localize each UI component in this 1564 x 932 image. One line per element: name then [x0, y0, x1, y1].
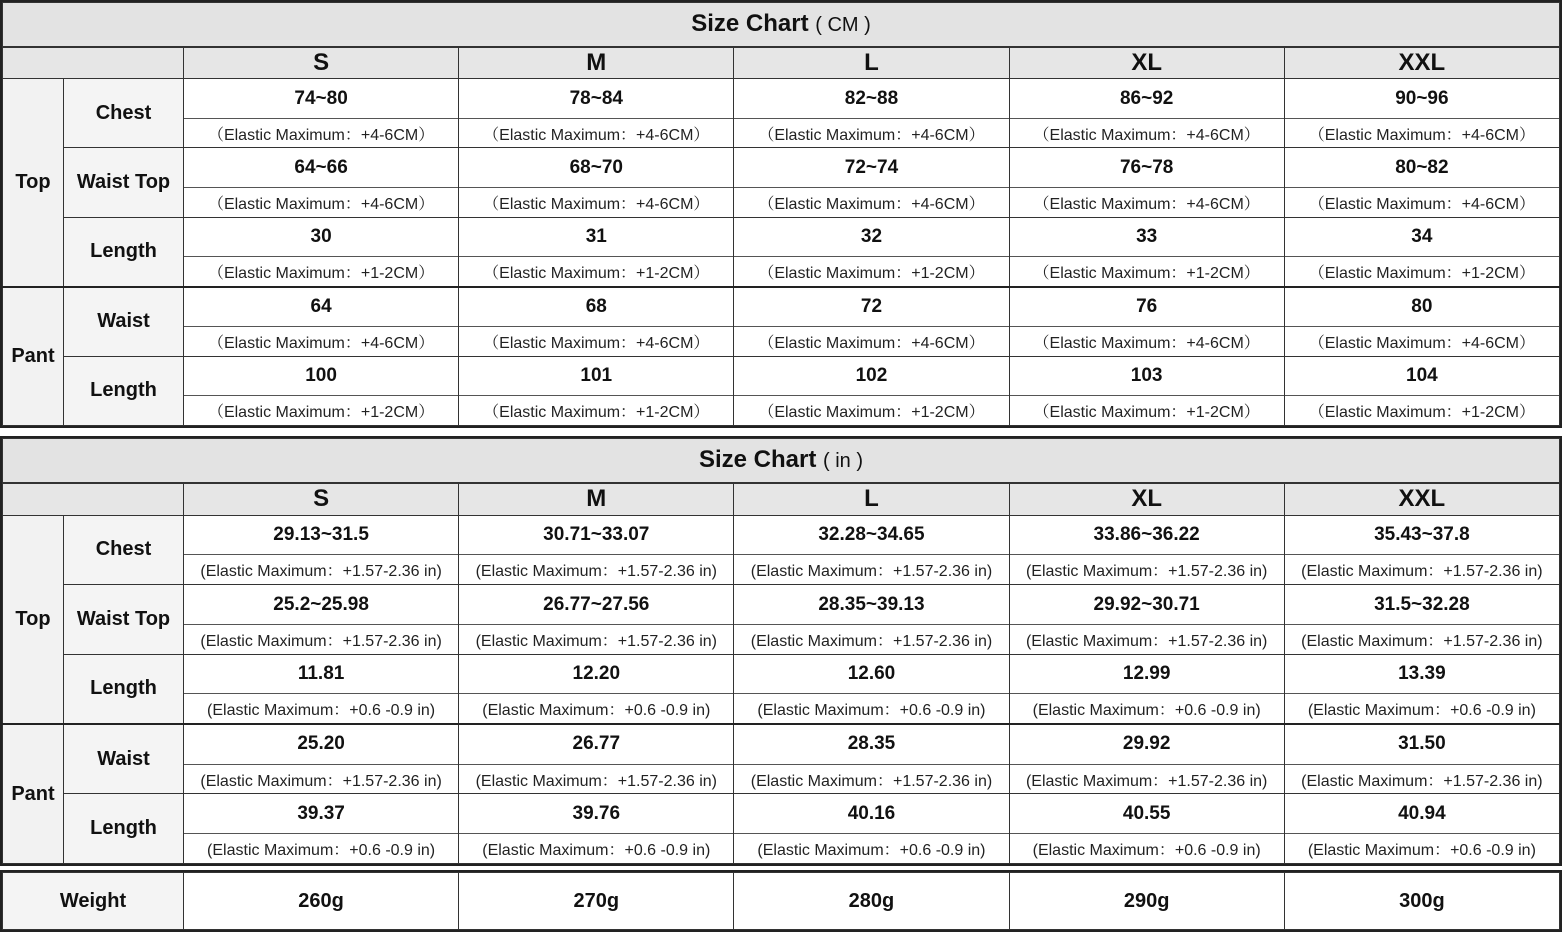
size-chart-cm: [0, 0, 1562, 428]
size-header-corner: [3, 483, 184, 515]
elastic-note: （Elastic Maximum：+4-6CM）: [184, 118, 459, 147]
chart-unit: ( in ): [823, 450, 864, 473]
group-label-top: Top: [3, 515, 64, 724]
measure-label: Waist: [64, 287, 184, 357]
weight-row: [3, 873, 1560, 930]
elastic-note-row: [3, 764, 1560, 794]
measure-value: 101: [459, 356, 734, 396]
measure-label: Waist: [64, 724, 184, 794]
size-header-row: [3, 483, 1560, 515]
size-table-in: [2, 438, 1560, 864]
measure-value: 12.99: [1009, 654, 1284, 694]
measure-value: 12.20: [459, 654, 734, 694]
measure-value-row: [3, 287, 1560, 327]
measure-value: 12.60: [734, 654, 1009, 694]
elastic-note: (Elastic Maximum：+1.57-2.36 in): [1284, 764, 1559, 794]
elastic-note: （Elastic Maximum：+1-2CM）: [734, 257, 1009, 287]
measure-value: 29.92: [1009, 724, 1284, 764]
elastic-note: （Elastic Maximum：+1-2CM）: [184, 257, 459, 287]
measure-value: 39.76: [459, 794, 734, 834]
elastic-note-row: [3, 257, 1560, 287]
measure-value: 33: [1009, 217, 1284, 257]
elastic-note-row: [3, 694, 1560, 724]
elastic-note-row: [3, 327, 1560, 356]
chart-title-row: [3, 3, 1560, 47]
measure-value-row: [3, 515, 1560, 555]
size-header-s: S: [184, 483, 459, 515]
elastic-note: (Elastic Maximum：+1.57-2.36 in): [184, 624, 459, 654]
elastic-note: （Elastic Maximum：+1-2CM）: [1009, 257, 1284, 287]
elastic-note-row: [3, 624, 1560, 654]
elastic-note: (Elastic Maximum：+1.57-2.36 in): [1009, 555, 1284, 585]
measure-value: 80~82: [1284, 148, 1559, 188]
measure-value: 100: [184, 356, 459, 396]
elastic-note: (Elastic Maximum：+1.57-2.36 in): [734, 555, 1009, 585]
measure-value: 26.77~27.56: [459, 585, 734, 625]
measure-value: 76: [1009, 287, 1284, 327]
chart-title-text: Size Chart: [698, 446, 817, 474]
elastic-note-row: [3, 555, 1560, 585]
measure-value: 103: [1009, 356, 1284, 396]
measure-value: 40.55: [1009, 794, 1284, 834]
elastic-note: (Elastic Maximum：+1.57-2.36 in): [734, 764, 1009, 794]
elastic-note: （Elastic Maximum：+4-6CM）: [459, 327, 734, 356]
measure-value-row: [3, 356, 1560, 396]
measure-value: 32: [734, 217, 1009, 257]
measure-label: Chest: [64, 515, 184, 584]
measure-label: Length: [64, 356, 184, 425]
chart-title: [3, 3, 1560, 47]
measure-value: 11.81: [184, 654, 459, 694]
measure-value-row: [3, 148, 1560, 188]
elastic-note: （Elastic Maximum：+4-6CM）: [459, 118, 734, 147]
size-header-xxl: XXL: [1284, 47, 1559, 79]
measure-value: 40.16: [734, 794, 1009, 834]
measure-value-row: [3, 794, 1560, 834]
elastic-note: (Elastic Maximum：+0.6 -0.9 in): [734, 834, 1009, 864]
elastic-note: (Elastic Maximum：+0.6 -0.9 in): [184, 834, 459, 864]
elastic-note: (Elastic Maximum：+1.57-2.36 in): [184, 555, 459, 585]
measure-value: 25.20: [184, 724, 459, 764]
size-header-m: M: [459, 47, 734, 79]
measure-label: Length: [64, 794, 184, 864]
measure-value: 39.37: [184, 794, 459, 834]
elastic-note: （Elastic Maximum：+4-6CM）: [1009, 118, 1284, 147]
measure-value: 35.43~37.8: [1284, 515, 1559, 555]
elastic-note: (Elastic Maximum：+0.6 -0.9 in): [1284, 694, 1559, 724]
measure-value: 31: [459, 217, 734, 257]
measure-value: 34: [1284, 217, 1559, 257]
measure-value-row: [3, 79, 1560, 119]
elastic-note: (Elastic Maximum：+0.6 -0.9 in): [734, 694, 1009, 724]
elastic-note: （Elastic Maximum：+1-2CM）: [459, 257, 734, 287]
measure-value: 72: [734, 287, 1009, 327]
weight-value-xxl: 300g: [1284, 873, 1559, 930]
elastic-note: (Elastic Maximum：+1.57-2.36 in): [459, 555, 734, 585]
group-label-pant: Pant: [3, 724, 64, 863]
size-header-xl: XL: [1009, 483, 1284, 515]
measure-label: Waist Top: [64, 585, 184, 654]
elastic-note: （Elastic Maximum：+1-2CM）: [734, 396, 1009, 426]
elastic-note: (Elastic Maximum：+1.57-2.36 in): [1009, 764, 1284, 794]
measure-label: Waist Top: [64, 148, 184, 217]
measure-value-row: [3, 724, 1560, 764]
weight-value-m: 270g: [459, 873, 734, 930]
elastic-note: (Elastic Maximum：+0.6 -0.9 in): [1009, 694, 1284, 724]
elastic-note: （Elastic Maximum：+4-6CM）: [459, 188, 734, 217]
measure-value: 72~74: [734, 148, 1009, 188]
measure-value: 74~80: [184, 79, 459, 119]
measure-value: 33.86~36.22: [1009, 515, 1284, 555]
measure-value: 40.94: [1284, 794, 1559, 834]
measure-value: 78~84: [459, 79, 734, 119]
weight-value-l: 280g: [734, 873, 1009, 930]
measure-value: 28.35~39.13: [734, 585, 1009, 625]
size-chart-in: [0, 436, 1562, 866]
measure-value: 32.28~34.65: [734, 515, 1009, 555]
elastic-note: （Elastic Maximum：+1-2CM）: [184, 396, 459, 426]
elastic-note: （Elastic Maximum：+1-2CM）: [1009, 396, 1284, 426]
elastic-note: （Elastic Maximum：+4-6CM）: [184, 327, 459, 356]
measure-value: 82~88: [734, 79, 1009, 119]
size-header-m: M: [459, 483, 734, 515]
weight-table: [2, 872, 1560, 930]
chart-title-text: Size Chart: [691, 10, 809, 38]
elastic-note-row: [3, 188, 1560, 217]
elastic-note: （Elastic Maximum：+4-6CM）: [1284, 188, 1559, 217]
measure-value: 68: [459, 287, 734, 327]
measure-value-row: [3, 217, 1560, 257]
elastic-note: （Elastic Maximum：+4-6CM）: [734, 118, 1009, 147]
size-table-cm: [2, 2, 1560, 426]
measure-value: 90~96: [1284, 79, 1559, 119]
elastic-note: (Elastic Maximum：+1.57-2.36 in): [459, 764, 734, 794]
elastic-note-row: [3, 396, 1560, 426]
weight-value-s: 260g: [184, 873, 459, 930]
elastic-note: (Elastic Maximum：+1.57-2.36 in): [1009, 624, 1284, 654]
elastic-note: （Elastic Maximum：+4-6CM）: [734, 327, 1009, 356]
chart-title: [3, 439, 1560, 483]
measure-value: 25.2~25.98: [184, 585, 459, 625]
elastic-note: （Elastic Maximum：+4-6CM）: [1284, 327, 1559, 356]
measure-value: 104: [1284, 356, 1559, 396]
measure-value: 28.35: [734, 724, 1009, 764]
measure-value: 68~70: [459, 148, 734, 188]
measure-value: 30.71~33.07: [459, 515, 734, 555]
measure-value-row: [3, 585, 1560, 625]
elastic-note: （Elastic Maximum：+4-6CM）: [1009, 188, 1284, 217]
size-header-l: L: [734, 483, 1009, 515]
elastic-note: (Elastic Maximum：+1.57-2.36 in): [1284, 555, 1559, 585]
measure-value-row: [3, 654, 1560, 694]
size-header-l: L: [734, 47, 1009, 79]
elastic-note: （Elastic Maximum：+4-6CM）: [184, 188, 459, 217]
weight-value-xl: 290g: [1009, 873, 1284, 930]
measure-label: Length: [64, 654, 184, 724]
measure-value: 13.39: [1284, 654, 1559, 694]
measure-value: 102: [734, 356, 1009, 396]
elastic-note: （Elastic Maximum：+1-2CM）: [459, 396, 734, 426]
elastic-note: (Elastic Maximum：+1.57-2.36 in): [184, 764, 459, 794]
elastic-note: (Elastic Maximum：+1.57-2.36 in): [734, 624, 1009, 654]
measure-label: Length: [64, 217, 184, 287]
measure-value: 30: [184, 217, 459, 257]
weight-label: Weight: [3, 873, 184, 930]
measure-value: 31.50: [1284, 724, 1559, 764]
measure-value: 76~78: [1009, 148, 1284, 188]
elastic-note: (Elastic Maximum：+0.6 -0.9 in): [1009, 834, 1284, 864]
measure-value: 26.77: [459, 724, 734, 764]
measure-value: 29.13~31.5: [184, 515, 459, 555]
size-header-corner: [3, 47, 184, 79]
measure-value: 86~92: [1009, 79, 1284, 119]
elastic-note: (Elastic Maximum：+1.57-2.36 in): [1284, 624, 1559, 654]
chart-title-row: [3, 439, 1560, 483]
weight-table-wrapper: [0, 870, 1562, 932]
measure-value: 80: [1284, 287, 1559, 327]
elastic-note: （Elastic Maximum：+1-2CM）: [1284, 257, 1559, 287]
elastic-note: （Elastic Maximum：+1-2CM）: [1284, 396, 1559, 426]
group-label-top: Top: [3, 79, 64, 287]
elastic-note: （Elastic Maximum：+4-6CM）: [1009, 327, 1284, 356]
measure-value: 64: [184, 287, 459, 327]
size-header-xl: XL: [1009, 47, 1284, 79]
measure-label: Chest: [64, 79, 184, 148]
size-header-row: [3, 47, 1560, 79]
size-header-s: S: [184, 47, 459, 79]
measure-value: 64~66: [184, 148, 459, 188]
elastic-note-row: [3, 118, 1560, 147]
elastic-note-row: [3, 834, 1560, 864]
elastic-note: (Elastic Maximum：+0.6 -0.9 in): [1284, 834, 1559, 864]
size-header-xxl: XXL: [1284, 483, 1559, 515]
measure-value: 29.92~30.71: [1009, 585, 1284, 625]
elastic-note: (Elastic Maximum：+0.6 -0.9 in): [459, 834, 734, 864]
elastic-note: (Elastic Maximum：+0.6 -0.9 in): [184, 694, 459, 724]
chart-unit: ( CM ): [815, 14, 871, 37]
elastic-note: (Elastic Maximum：+0.6 -0.9 in): [459, 694, 734, 724]
elastic-note: （Elastic Maximum：+4-6CM）: [1284, 118, 1559, 147]
measure-value: 31.5~32.28: [1284, 585, 1559, 625]
elastic-note: (Elastic Maximum：+1.57-2.36 in): [459, 624, 734, 654]
elastic-note: （Elastic Maximum：+4-6CM）: [734, 188, 1009, 217]
group-label-pant: Pant: [3, 287, 64, 426]
